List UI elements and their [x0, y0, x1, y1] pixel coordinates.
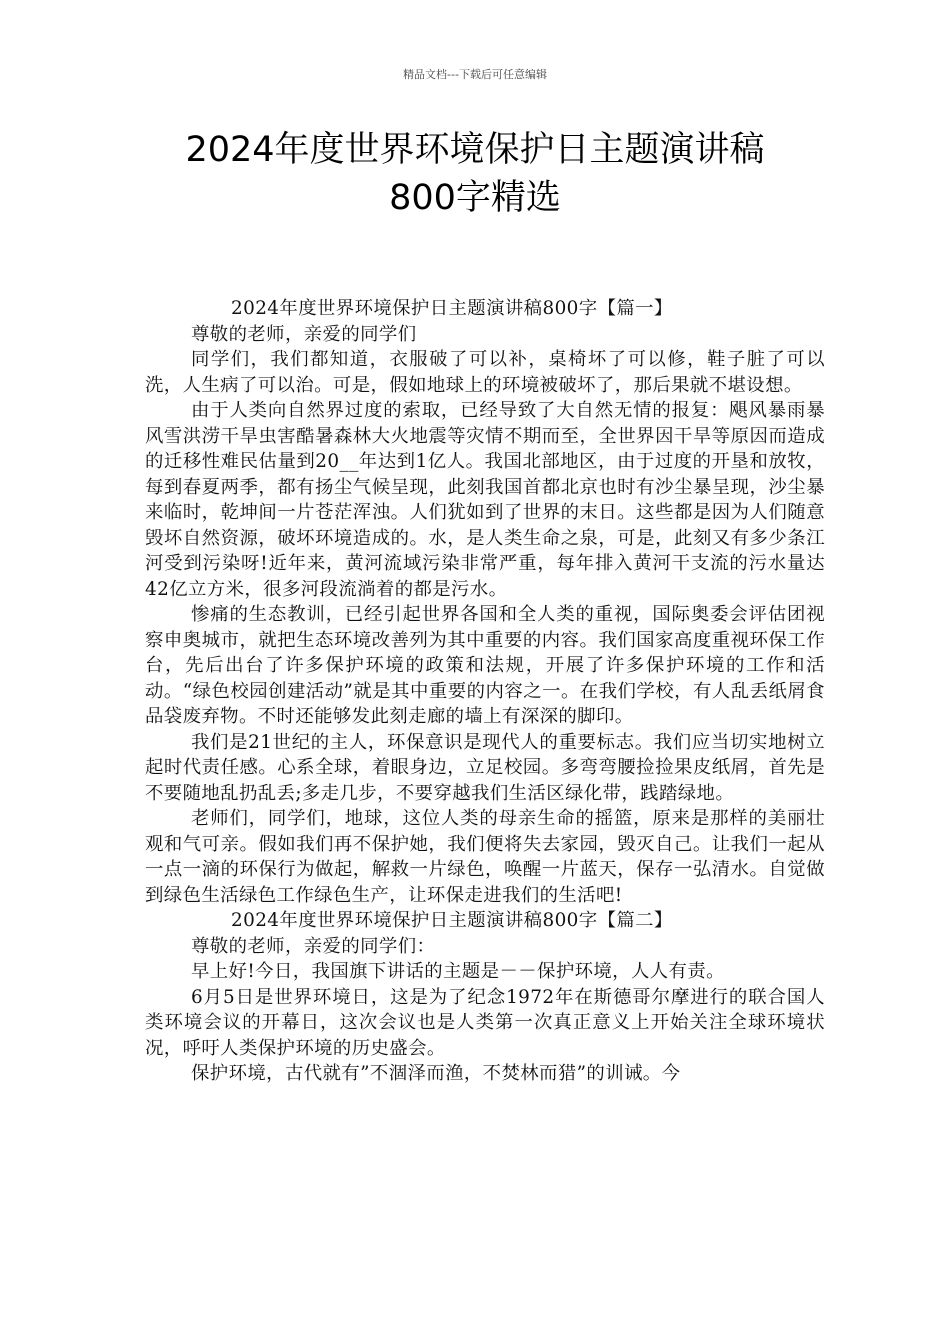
page-header: 精品文档---下载后可任意编辑 [403, 68, 547, 81]
paragraph: 尊敬的老师，亲爱的同学们 [191, 323, 417, 345]
document-title [0, 126, 950, 222]
paragraph: 惨痛的生态教训，已经引起世界各国和全人类的重视，国际奥委会评估团视察申奥城市，就把生态环境改善列为其中重要的内容。我们国家高度重视环保工作台，先后出台了许多保护环境的政策和法规，开展了许多保护环境的工作和活动。“绿色校园创建活动”就是其中重要的内容之一。在我们学校，有人乱丢纸屑食品袋废弃物。不时还能够发此刻走廊的墙上有深深的脚印。 [145, 604, 825, 727]
paragraph: 保护环境，古代就有”不涸泽而渔，不焚林而猎”的训诫。今 [191, 1063, 681, 1084]
document-body [145, 296, 825, 1087]
title-line-1: 2024年度世界环境保护日主题演讲稿 [185, 130, 765, 170]
paragraph: 老师们，同学们，地球，这位人类的母亲生命的摇篮，原来是那样的美丽壮观和气可亲。假如我们再不保护她，我们便将失去家园，毁灭自己。让我们一起从一点一滴的环保行为做起，解救一片绿色，唤醒一片蓝天，保存一弘清水。自觉做到绿色生活绿色工作绿色生产，让环保走进我们的生活吧! [145, 808, 825, 906]
paragraph: 我们是21世纪的主人，环保意识是现代人的重要标志。我们应当切实地树立起时代责任感。心系全球，着眼身边，立足校园。多弯弯腰捡捡果皮纸屑，首先是不要随地乱扔乱丢;多走几步，不要穿越我们生活区绿化带，践踏绿地。 [145, 731, 825, 804]
paragraph: 早上好!今日，我国旗下讲话的主题是－－保护环境，人人有责。 [191, 961, 725, 982]
paragraph: 同学们，我们都知道，衣服破了可以补，桌椅坏了可以修，鞋子脏了可以洗，人生病了可以治。可是，假如地球上的环境被破坏了，那后果就不堪设想。 [145, 349, 825, 396]
section-heading: 2024年度世界环境保护日主题演讲稿800字【篇二】 [231, 910, 673, 931]
title-line-2: 800字精选 [389, 178, 561, 218]
paragraph: 6月5日是世界环境日，这是为了纪念1972年在斯德哥尔摩进行的联合国人类环境会议的开幕日，这次会议也是人类第一次真正意义上开始关注全球环境状况，呼吁人类保护环境的历史盛会。 [145, 986, 825, 1059]
paragraph: 尊敬的老师，亲爱的同学们： [191, 935, 436, 957]
section-heading: 2024年度世界环境保护日主题演讲稿800字【篇一】 [231, 298, 673, 319]
paragraph: 由于人类向自然界过度的索取，已经导致了大自然无情的报复：飓风暴雨暴风雪洪涝干旱虫害酷暑森林大火地震等灾情不期而至，全世界因干旱等原因而造成的迁移性难民估量到20__年达到1亿人。我国北部地区，由于过度的开垦和放牧，每到春夏两季，都有扬尘气候呈现，此刻我国首都北京也时有沙尘暴呈现，沙尘暴来临时，乾坤间一片苍茫浑浊。人们犹如到了世界的末日。这些都是因为人们随意毁坏自然资源，破坏环境造成的。水，是人类生命之泉，可是，此刻又有多少条江河受到污染呀!近年来，黄河流域污染非常严重，每年排入黄河干支流的污水量达42亿立方米，很多河段流淌着的都是污水。 [145, 400, 825, 600]
